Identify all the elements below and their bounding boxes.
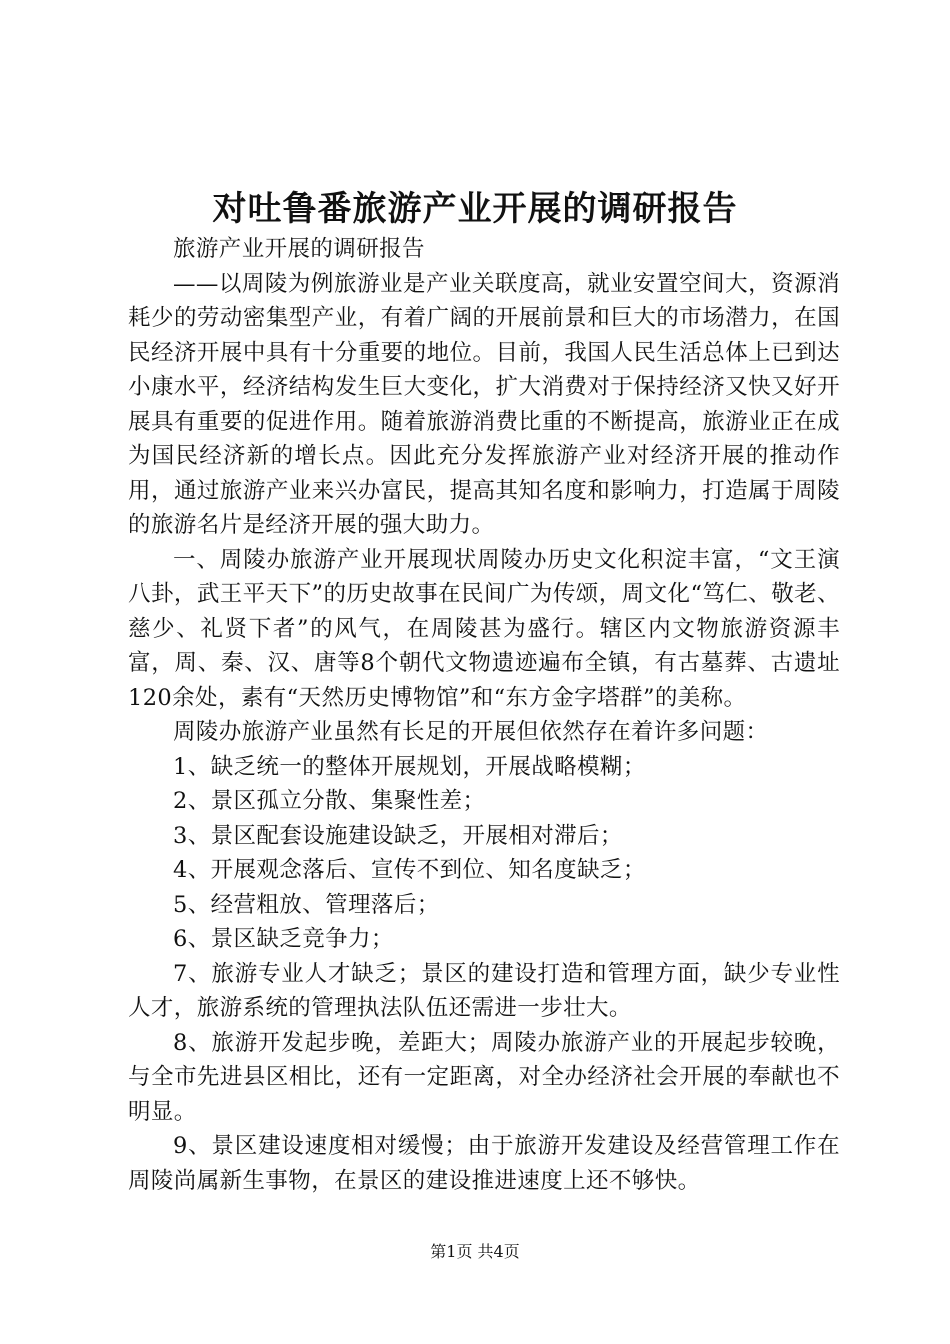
problem-item-8: 8、旅游开发起步晚，差距大；周陵办旅游产业的开展起步较晚，与全市先进县区相比，还有一定距离，对全办经济社会开展的奉献也不明显。 — [128, 1029, 840, 1125]
document-body — [128, 232, 840, 1198]
problem-item-9: 9、景区建设速度相对缓慢；由于旅游开发建设及经营管理工作在周陵尚属新生事物，在景区的建设推进速度上还不够快。 — [128, 1133, 840, 1194]
subtitle-paragraph: 旅游产业开展的调研报告 — [173, 236, 425, 262]
problem-item-5: 5、经营粗放、管理落后； — [173, 891, 440, 918]
problems-intro-paragraph: 周陵办旅游产业虽然有长足的开展但依然存在着许多问题： — [173, 719, 769, 745]
page-footer: 第1页 共4页 — [430, 1242, 520, 1261]
intro-paragraph: ——以周陵为例旅游业是产业关联度高，就业安置空间大，资源消耗少的劳动密集型产业，有着广阔的开展前景和巨大的市场潜力，在国民经济开展中具有十分重要的地位。目前，我国人民生活总体上已到达小康水平，经济结构发生巨大变化，扩大消费对于保持经济又快又好开展具有重要的促进作用。随着旅游消费比重的不断提高，旅游业正在成为国民经济新的增长点。因此充分发挥旅游产业对经济开展的推动作用，通过旅游产业来兴办富民，提高其知名度和影响力，打造属于周陵的旅游名片是经济开展的强大助力。 — [128, 270, 840, 538]
problem-item-1: 1、缺乏统一的整体开展规划，开展战略模糊； — [173, 753, 646, 780]
problem-item-2: 2、景区孤立分散、集聚性差； — [173, 788, 486, 814]
status-paragraph: 一、周陵办旅游产业开展现状周陵办历史文化积淀丰富，“文王演八卦，武王平天下”的历史故事在民间广为传颂，周文化“笃仁、敬老、慈少、礼贤下者”的风气，在周陵甚为盛行。辖区内文物旅游资源丰富，周、秦、汉、唐等8个朝代文物遗迹遍布全镇，有古墓葬、古遗址120余处，素有“天然历史博物馆”和“东方金字塔群”的美称。 — [128, 546, 840, 711]
document-title: 对吐鲁番旅游产业开展的调研报告 — [212, 189, 738, 229]
problem-item-7: 7、旅游专业人才缺乏；景区的建设打造和管理方面，缺少专业性人才，旅游系统的管理执法队伍还需进一步壮大。 — [128, 960, 840, 1021]
problem-item-6: 6、景区缺乏竞争力； — [173, 926, 394, 952]
problem-item-4: 4、开展观念落后、宣传不到位、知名度缺乏； — [173, 857, 646, 883]
problem-item-3: 3、景区配套设施建设缺乏，开展相对滞后； — [173, 822, 623, 849]
